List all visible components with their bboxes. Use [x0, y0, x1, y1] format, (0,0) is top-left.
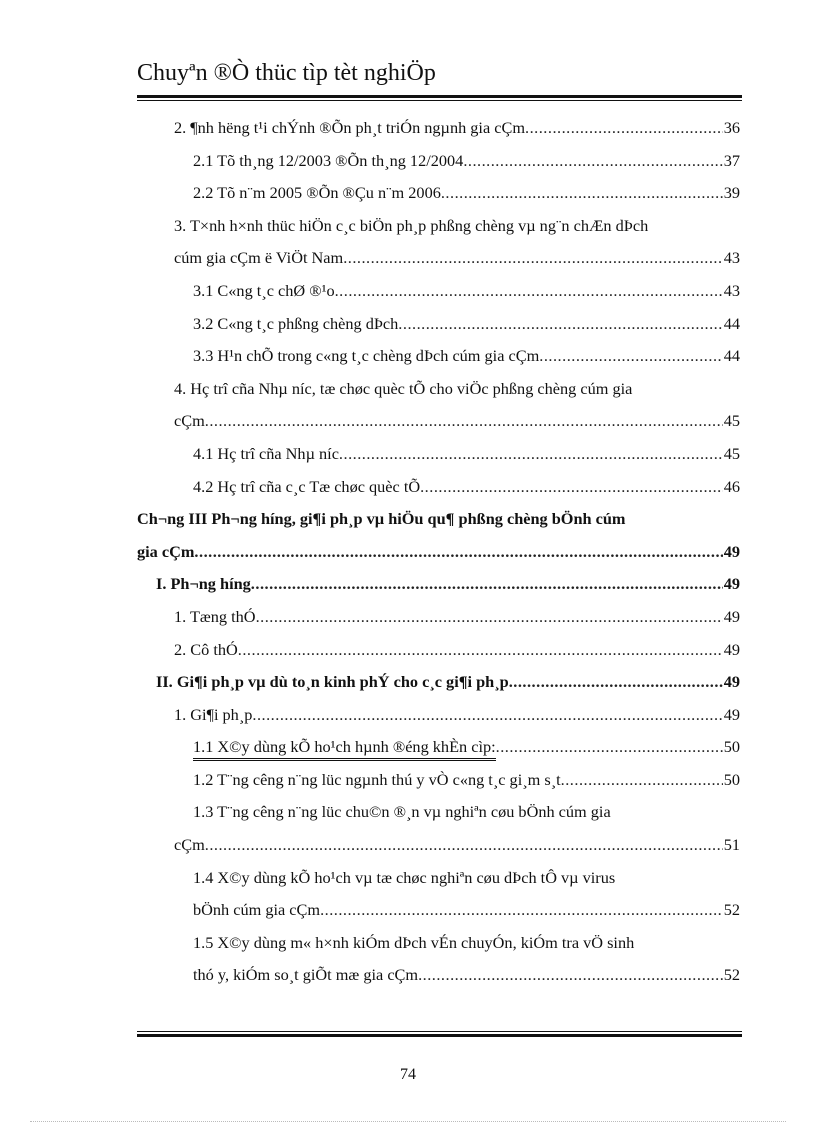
toc-page-number: 52	[723, 900, 740, 920]
dot-leader	[463, 151, 722, 171]
toc-entry[interactable]	[137, 314, 740, 347]
toc-entry-text: 3.2 C«ng t¸c phßng chèng dÞch	[193, 313, 399, 333]
toc-entry[interactable]	[137, 477, 740, 510]
dot-leader	[320, 900, 723, 920]
page-header-title: Chuyªn ®Ò thüc tìp tèt nghiÖp	[137, 60, 436, 86]
table-of-contents	[137, 118, 740, 998]
toc-section-entry[interactable]	[137, 672, 740, 705]
toc-chapter-first-line[interactable]: Ch¬ng III Ph¬ng híng, gi¶i ph¸p vµ hiÖu qu¶ phßng chèng bÖnh cúm	[137, 509, 626, 529]
toc-page-number: 51	[723, 835, 740, 855]
toc-entry-text: I. Ph¬ng híng	[156, 574, 251, 594]
toc-entry[interactable]	[137, 248, 740, 281]
toc-page-number: 43	[723, 248, 740, 268]
toc-entry-text: 2.2 Tõ n¨m 2005 ®Õn ®Çu n¨m 2006	[193, 183, 441, 203]
dot-leader	[205, 835, 723, 855]
toc-entry-first-line[interactable]: 1.4 X©y dùng kÕ ho¹ch vµ tæ chøc nghiªn cøu dÞch tÔ vµ virus	[193, 867, 616, 887]
toc-entry-first-line[interactable]: 3. T×nh h×nh thüc hiÖn c¸c biÖn ph¸p phßng chèng vµ ng¨n chÆn dÞch	[174, 215, 649, 235]
toc-entry-text: 1. Gi¶i ph¸p	[174, 704, 253, 724]
dot-leader	[561, 770, 723, 790]
dot-leader	[194, 542, 722, 562]
toc-page-number: 49	[723, 704, 740, 724]
toc-page-number: 37	[723, 150, 740, 170]
toc-entry[interactable]	[137, 151, 740, 184]
toc-entry[interactable]	[137, 444, 740, 477]
dot-leader	[418, 965, 723, 985]
toc-entry-text: cÇm	[174, 411, 205, 431]
dot-leader	[525, 118, 723, 138]
header-rule-thick	[137, 95, 742, 98]
dot-leader	[398, 314, 722, 334]
toc-section-entry[interactable]	[137, 574, 740, 607]
toc-page-number: 50	[723, 737, 740, 757]
toc-entry-text: 3.1 C«ng t¸c chØ ®¹o	[193, 280, 335, 300]
dot-leader	[539, 346, 722, 366]
toc-page-number: 43	[723, 280, 740, 300]
toc-entry-text: II. Gi¶i ph¸p vµ dù to¸n kinh phÝ cho c¸c gi¶i ph¸p	[156, 672, 509, 692]
dot-leader	[256, 607, 723, 627]
toc-entry-text: 1. Tæng thÓ	[174, 606, 256, 626]
toc-entry-text: 2.1 Tõ th¸ng 12/2003 ®Õn th¸ng 12/2004	[193, 150, 464, 170]
dot-leader	[509, 672, 723, 692]
toc-entry-text: cÇm	[174, 835, 205, 855]
toc-entry[interactable]	[137, 346, 740, 379]
toc-entry-text: gia cÇm	[137, 541, 195, 561]
dot-leader	[441, 183, 723, 203]
dot-leader	[496, 737, 723, 757]
toc-entry[interactable]	[137, 770, 740, 803]
toc-page-number: 39	[723, 183, 740, 203]
toc-page-number: 49	[723, 541, 740, 561]
toc-entry-text: 2. ¶nh hëng t¹i chÝnh ®Õn ph¸t triÓn ngµnh gia cÇm	[174, 118, 526, 137]
toc-entry-first-line[interactable]: 4. Hç trî cña Nhµ níc, tæ chøc quèc tÕ cho viÖc phßng chèng cúm gia	[174, 378, 633, 398]
toc-page-number: 46	[723, 476, 740, 496]
toc-page-number: 50	[723, 769, 740, 789]
toc-entry[interactable]	[137, 965, 740, 998]
toc-page-number: 44	[723, 313, 740, 333]
toc-entry-text: 1.1 X©y dùng kÕ ho¹ch hµnh ®éng khÈn cìp:	[193, 737, 496, 761]
toc-page-number: 49	[723, 672, 740, 692]
toc-entry[interactable]	[137, 737, 740, 770]
toc-entry-text: 1.2 T¨ng cêng n¨ng lüc ngµnh thú y vÒ c«ng t¸c gi¸m s¸t	[193, 769, 561, 789]
toc-page-number: 45	[723, 443, 740, 463]
dot-leader	[339, 444, 723, 464]
toc-entry[interactable]	[137, 900, 740, 933]
toc-page-number: 49	[723, 639, 740, 659]
toc-entry-text: cúm gia cÇm ë ViÖt Nam	[174, 248, 344, 268]
footer-rule-thin	[137, 1031, 742, 1032]
dot-leader	[251, 574, 723, 594]
toc-entry-text: 3.3 H¹n chÕ trong c«ng t¸c chèng dÞch cúm gia cÇm	[193, 346, 540, 366]
toc-page-number: 44	[723, 346, 740, 366]
header-rule-thin	[137, 100, 742, 101]
toc-entry-text: 2. Cô thÓ	[174, 639, 238, 659]
toc-entry-first-line[interactable]: 1.5 X©y dùng m« h×nh kiÓm dÞch vÉn chuyÓn, kiÓm tra vÖ sinh	[193, 932, 635, 952]
toc-entry[interactable]	[137, 183, 740, 216]
toc-entry-text: thó y, kiÓm so¸t giÕt mæ gia cÇm	[193, 965, 419, 985]
dot-leader	[420, 477, 723, 497]
footer-rule-thick	[137, 1034, 742, 1037]
dot-leader	[252, 705, 722, 725]
toc-chapter-entry[interactable]	[137, 542, 740, 575]
toc-entry-text: 4.2 Hç trî cña c¸c Tæ chøc quèc tÕ	[193, 476, 421, 496]
toc-entry[interactable]	[137, 835, 740, 868]
toc-entry-text: 4.1 Hç trî cña Nhµ níc	[193, 443, 339, 463]
toc-entry[interactable]	[137, 705, 740, 738]
toc-page-number: 49	[723, 606, 740, 626]
toc-entry[interactable]	[137, 607, 740, 640]
toc-page-number: 52	[723, 965, 740, 985]
toc-page-number: 45	[723, 411, 740, 431]
toc-entry[interactable]	[137, 118, 740, 151]
dot-leader	[205, 411, 723, 431]
toc-entry-text: bÖnh cúm gia cÇm	[193, 900, 321, 920]
dot-leader	[238, 640, 723, 660]
toc-entry[interactable]	[137, 411, 740, 444]
dot-leader	[343, 248, 723, 268]
toc-entry[interactable]	[137, 640, 740, 673]
toc-page-number: 36	[723, 118, 740, 137]
toc-entry[interactable]	[137, 281, 740, 314]
toc-entry-first-line[interactable]: 1.3 T¨ng cêng n¨ng lüc chu©n ®¸n vµ nghiªn cøu bÖnh cúm gia	[193, 802, 611, 822]
dot-leader	[335, 281, 723, 301]
page-number: 74	[400, 1066, 416, 1083]
page-border-dotted	[30, 1121, 786, 1122]
toc-page-number: 49	[723, 574, 740, 594]
